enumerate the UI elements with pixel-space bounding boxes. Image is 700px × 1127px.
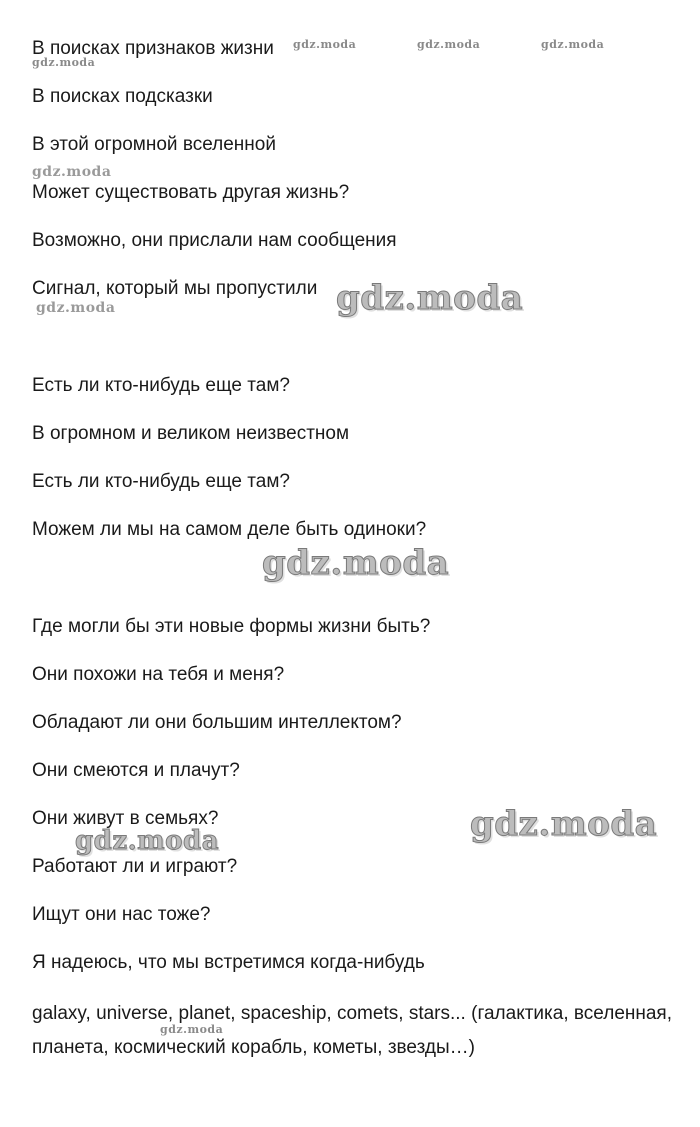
vocabulary-paragraph: galaxy, universe, planet, spaceship, comets, stars... (галактика, вселенная, планета, космический корабль, кометы, звезды…) [32,1003,672,1058]
text-line: В этой огромной вселенной [32,134,276,155]
watermark: gdz.moda [293,38,357,51]
text-line: Работают ли и играют? [32,856,238,877]
text-line: Может существовать другая жизнь? [32,182,350,203]
text-line: Они смеются и плачут? [32,760,240,781]
watermark: gdz.moda [36,300,116,316]
text-line: Ищут они нас тоже? [32,904,211,925]
text-line: Я надеюсь, что мы встретимся когда-нибудь [32,952,425,973]
watermark: gdz.moda [417,38,481,51]
text-line: В поисках признаков жизни [32,38,274,59]
watermark: gdz.moda [541,38,605,51]
text-line: Сигнал, который мы пропустили [32,278,318,299]
text-line: Возможно, они прислали нам сообщения [32,230,397,251]
watermark: gdz.moda [32,56,96,69]
text-line: Есть ли кто-нибудь еще там? [32,375,290,396]
watermark: gdz.moda [470,804,658,844]
watermark: gdz.moda [262,543,450,583]
text-line: В поисках подсказки [32,86,213,107]
text-line: В огромном и великом неизвестном [32,423,350,444]
text-line: Можем ли мы на самом деле быть одиноки? [32,519,427,540]
watermark: gdz.moda [160,1023,224,1036]
watermark: gdz.moda [336,278,524,318]
text-line: Они похожи на тебя и меня? [32,664,285,685]
watermark: gdz.moda [75,826,220,856]
text-line: Обладают ли они большим интеллектом? [32,712,402,733]
text-line: Есть ли кто-нибудь еще там? [32,471,290,492]
text-line: Они живут в семьях? [32,808,219,829]
text-line: Где могли бы эти новые формы жизни быть? [32,616,431,637]
watermark: gdz.moda [32,164,112,180]
